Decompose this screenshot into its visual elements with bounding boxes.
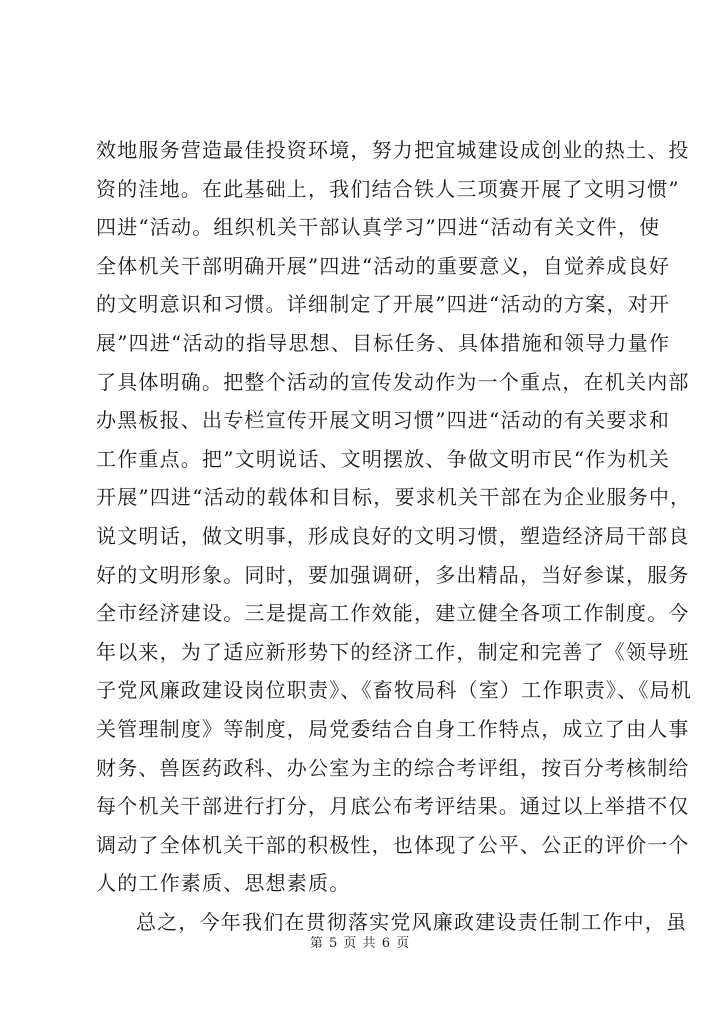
page-footer <box>0 934 720 954</box>
text-line: 展”四进“活动的指导思想、目标任务、具体措施和领导力量作 <box>96 330 671 355</box>
text-line: 的文明意识和习惯。详细制定了开展”四进“活动的方案，对开 <box>96 292 671 317</box>
text-line: 全体机关干部明确开展”四进“活动的重要意义，自觉养成良好 <box>96 253 671 278</box>
body-text <box>96 131 692 941</box>
paragraph-end-line: 人的工作素质、思想素质。 <box>96 871 351 896</box>
text-line: 财务、兽医药政科、办公室为主的综合考评组，按百分考核制给 <box>96 755 690 780</box>
text-line: 子党风廉政建设岗位职责》、《畜牧局科（室）工作职责》、《局机 <box>96 678 692 703</box>
page-number-label: 第 5 页 共 6 页 <box>309 936 411 951</box>
text-line: 效地服务营造最佳投资环境，努力把宜城建设成创业的热土、投 <box>96 138 690 162</box>
text-line: 调动了全体机关干部的积极性，也体现了公平、公正的评价一个 <box>96 832 690 857</box>
text-line: 开展”四进“活动的载体和目标，要求机关干部在为企业服务中， <box>96 485 692 510</box>
text-line: 了具体明确。把整个活动的宣传发动作为一个重点，在机关内部 <box>96 369 690 394</box>
text-line: 资的洼地。在此基础上，我们结合铁人三项赛开展了文明习惯” <box>96 176 680 201</box>
paragraph-start-line: 总之，今年我们在贯彻落实党风廉政建设责任制工作中，虽 <box>136 909 688 934</box>
text-line: 好的文明形象。同时，要加强调研，多出精品，当好参谋，服务 <box>96 562 690 587</box>
text-line: 全市经济建设。三是提高工作效能，建立健全各项工作制度。今 <box>96 601 690 626</box>
text-line: 办黑板报、出专栏宣传开展文明习惯”四进“活动的有关要求和 <box>96 408 671 433</box>
text-line: 四进“活动。组织机关干部认真学习”四进“活动有关文件，使 <box>96 215 661 240</box>
text-line: 年以来，为了适应新形势下的经济工作，制定和完善了《领导班 <box>96 639 690 664</box>
text-line: 关管理制度》等制度，局党委结合自身工作特点，成立了由人事 <box>96 716 690 741</box>
text-line: 工作重点。把”文明说话、文明摆放、争做文明市民“作为机关 <box>96 446 671 471</box>
text-line: 每个机关干部进行打分，月底公布考评结果。通过以上举措不仅 <box>96 794 690 819</box>
text-line: 说文明话，做文明事，形成良好的文明习惯，塑造经济局干部良 <box>96 523 690 548</box>
